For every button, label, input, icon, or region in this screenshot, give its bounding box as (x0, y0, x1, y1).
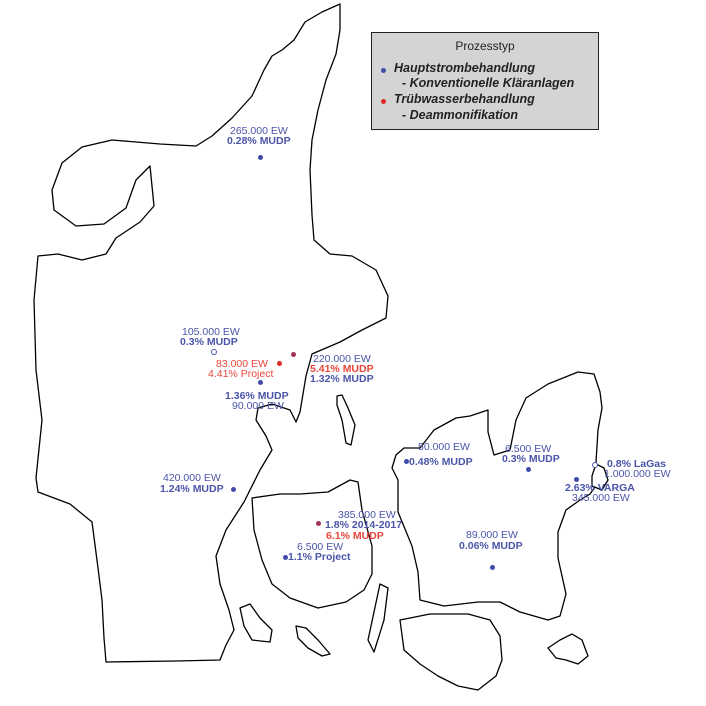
site-label-share: 0.8% LaGas (607, 458, 666, 470)
site-label-ew: 345.000 EW (572, 492, 630, 504)
site-label-share: 5.41% MUDP (310, 363, 374, 375)
site-label-ew: 265.000 EW (230, 125, 288, 137)
site-label-share: 0.3% MUDP (180, 336, 238, 348)
site-label-ew: 90.000 EW (232, 400, 284, 412)
site-label-ew: 220.000 EW (313, 353, 371, 365)
site-label-share: 0.3% MUDP (502, 453, 560, 465)
site-marker-hollow (211, 349, 217, 355)
site-label-ew: 6.500 EW (297, 541, 344, 553)
site-label-ew: 83.000 EW (216, 358, 268, 370)
samsoe-island (337, 395, 355, 445)
site-label-ew: 420.000 EW (163, 472, 221, 484)
site-label-ew: 385.000 EW (338, 509, 396, 521)
site-label-share: 0.06% MUDP (459, 540, 523, 552)
site-marker (277, 361, 282, 366)
aeroe-island (240, 604, 272, 642)
tasinge-island (368, 584, 388, 652)
site-marker (231, 487, 236, 492)
langeland-island (296, 626, 330, 656)
site-label-ew: 89.000 EW (466, 529, 518, 541)
site-label-share: 1.36% MUDP (225, 390, 289, 402)
site-marker (291, 352, 296, 357)
moen-island (548, 634, 588, 664)
site-label-share: 4.41% Project (208, 368, 274, 380)
site-label-ew: 50.000 EW (418, 441, 470, 453)
site-marker (258, 380, 263, 385)
zealand-outline (392, 372, 602, 620)
legend-subitem-main: - Konventionelle Kläranlagen (402, 76, 575, 90)
legend-subitem-sidestream: - Deammonifikation (402, 108, 518, 122)
lolland-outline (400, 614, 502, 690)
site-label-share: 2.63% VARGA (565, 482, 635, 494)
site-label-share: 1.8% 2014-2017 (325, 519, 403, 531)
site-label-share: 1.32% MUDP (310, 373, 374, 385)
site-label-ew: 6.500 EW (505, 443, 552, 455)
site-marker (316, 521, 321, 526)
legend-title: Prozesstyp (455, 39, 515, 53)
site-label-share: 1.1% Project (288, 551, 351, 563)
site-marker (258, 155, 263, 160)
site-marker (526, 467, 531, 472)
site-marker (490, 565, 495, 570)
site-label-ew: 1.000.000 EW (604, 468, 671, 480)
site-label-ew: 105.000 EW (182, 326, 240, 338)
legend (371, 32, 599, 130)
legend-item-sidestream: Trübwasserbehandlung (394, 92, 535, 106)
red-dot-icon (381, 99, 386, 104)
legend-item-main: Hauptstrombehandlung (394, 61, 535, 75)
site-label-share: 1.24% MUDP (160, 483, 224, 495)
site-label-share: 0.48% MUDP (409, 456, 473, 468)
site-marker-hollow (592, 462, 598, 468)
site-label-share: 0.28% MUDP (227, 135, 291, 147)
blue-dot-icon (381, 68, 386, 73)
site-label-share: 6.1% MUDP (326, 530, 384, 542)
